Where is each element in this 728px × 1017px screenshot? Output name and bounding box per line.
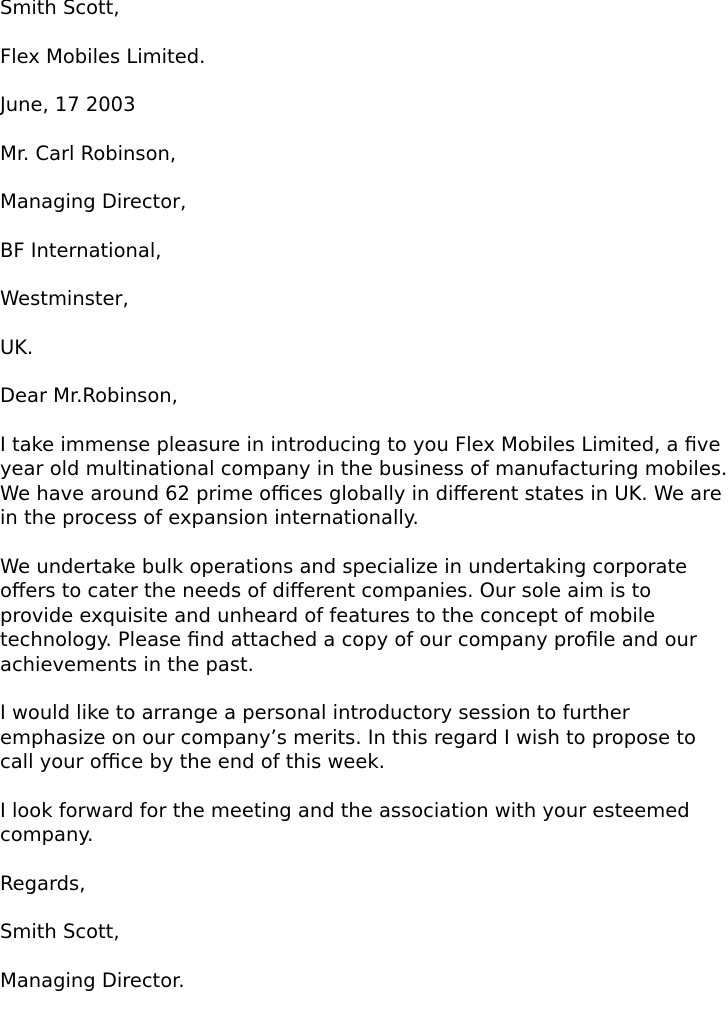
signature-name: Smith Scott, <box>0 920 120 943</box>
body-paragraph-4: I look forward for the meeting and the association with your esteemed company. <box>0 798 690 846</box>
body-paragraph-3: I would like to arrange a personal introductory session to further emphasize on our company’s merits. In this regard I wish to propose to call your office by the end of this week. <box>0 701 696 773</box>
recipient-city: Westminster, <box>0 287 129 310</box>
sender-name: Smith Scott, <box>0 0 120 19</box>
salutation: Dear Mr.Robinson, <box>0 384 178 407</box>
recipient-country: UK. <box>0 335 34 359</box>
closing: Regards, <box>0 871 86 895</box>
sender-company: Flex Mobiles Limited. <box>0 44 206 68</box>
recipient-company: BF International, <box>0 238 162 262</box>
body-paragraph-2: We undertake bulk operations and specialize in undertaking corporate offers to cater the needs of different companies. Our sole aim is to provide exquisite and unheard of features to the concept of mobile technology. Please find attached a copy of our company profile and our achievements in the past. <box>0 554 697 676</box>
signature-title: Managing Director. <box>0 968 185 992</box>
body-paragraph-1: I take immense pleasure in introducing to you Flex Mobiles Limited, a five year old multinational company in the business of manufacturing mobiles. We have around 62 prime offices globally in different states in UK. We are in the process of expansion internationally. <box>0 432 728 529</box>
recipient-title: Managing Director, <box>0 190 187 213</box>
recipient-name: Mr. Carl Robinson, <box>0 141 177 165</box>
letter-date: June, 17 2003 <box>0 93 136 116</box>
